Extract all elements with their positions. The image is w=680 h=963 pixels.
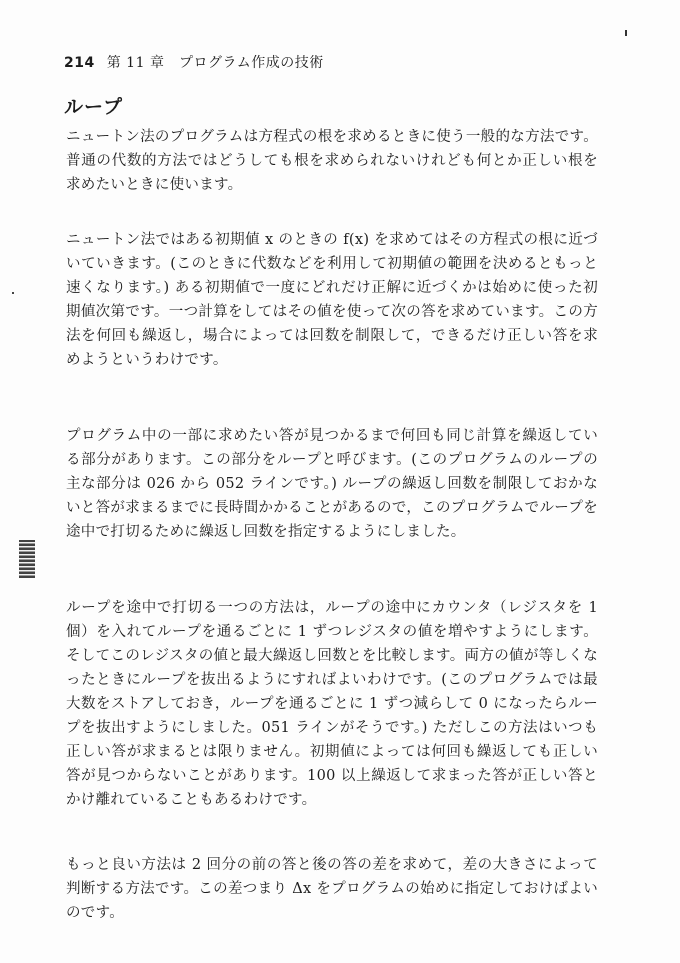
paragraph-5: もっと良い方法は 2 回分の前の答と後の答の差を求めて，差の大きさによって判断する方法です。この差つまり Δx をプログラムの始めに指定しておけばよいのです。: [66, 857, 598, 921]
running-head: [64, 52, 324, 72]
paragraph-3: プログラム中の一部に求めたい答が見つかるまで何回も同じ計算を繰返している部分があります。この部分をループと呼びます。(このプログラムのループの主な部分は 026 から 052 ラインです。) ループの繰返し回数を制限しておかないと答が求まるまでに長時間かかることがあるので，このプログラムでループを途中で打切るために繰返し回数を指定するようにしました。: [66, 428, 598, 540]
section-title: ループ: [64, 96, 124, 118]
chapter-title: 第 11 章 プログラム作成の技術: [106, 55, 324, 71]
paragraph-4: ループを途中で打切る一つの方法は，ループの途中にカウンタ（レジスタを 1 個）を入れてループを通るごとに 1 ずつレジスタの値を増やすようにします。そしてこのレジスタの値と最大繰返し回数とを比較します。両方の値が等しくなったときにループを抜出るようにすればよいわけです。(このプログラムでは最大数をストアしておき，ループを通るごとに 1 ずつ減らして 0 になったらループを抜出すようにしました。051 ラインがそうです。) ただしこの方法はいつも正しい答が求まるとは限りません。初期値によっては何回も繰返しても正しい答が見つからないことがあります。100 以上繰返して求まった答が正しい答とかけ離れていることもあるわけです。: [66, 600, 598, 808]
paragraph-2: ニュートン法ではある初期値 x のときの f(x) を求めてはその方程式の根に近づいていきます。(このときに代数などを利用して初期値の範囲を決めるともっと速くなります。) ある初期値で一度にどれだけ正解に近づくかは始めに使った初期値次第です。一つ計算をしてはその値を使って次の答を求めています。この方法を何回も繰返し，場合によっては回数を制限して，できるだけ正しい答を求めようというわけです。: [66, 232, 598, 368]
corner-mark: [625, 30, 627, 36]
margin-thumb-mark: [19, 540, 35, 578]
edge-mark: [12, 292, 14, 294]
page-number: 214: [64, 55, 95, 71]
paragraph-1: ニュートン法のプログラムは方程式の根を求めるときに使う一般的な方法です。普通の代数的方法ではどうしても根を求められないけれども何とか正しい根を求めたいときに使います。: [66, 129, 598, 193]
